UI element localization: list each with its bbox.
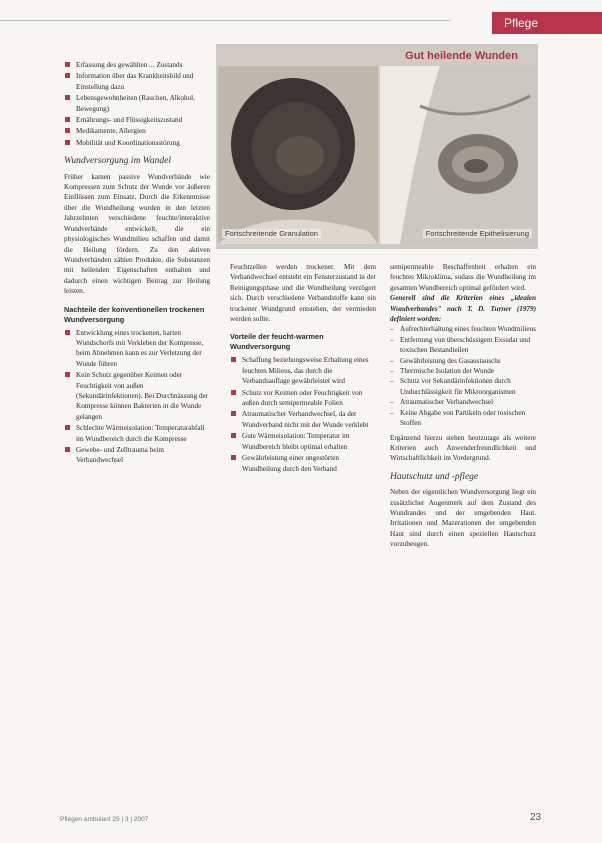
section-tab xyxy=(492,12,602,34)
bullet-list-vorteile xyxy=(230,355,376,473)
bullet-square-icon xyxy=(65,372,70,377)
wound-photo-figure xyxy=(216,44,538,249)
column-2 xyxy=(230,262,376,475)
dash-icon: – xyxy=(390,335,394,344)
dash-icon: – xyxy=(390,408,394,417)
dash-icon: – xyxy=(390,367,394,376)
figure-caption-left: Fortschreitende Granulation xyxy=(222,229,321,238)
dash-icon: – xyxy=(390,325,394,334)
list-item: Medikamente, Allergien xyxy=(64,126,210,136)
list-item: Erfassung des gewählten ... Zustands xyxy=(64,60,210,70)
bullet-square-icon xyxy=(65,447,70,452)
list-item: Schaffung beziehungsweise Erhaltung eines feuchten Milieus, das durch die Verbandsauflage gewährleistet wird xyxy=(230,355,376,386)
bullet-list-top xyxy=(64,60,210,148)
bullet-square-icon xyxy=(231,455,236,460)
subhead-vorteile: Vorteile der feucht-warmen Wundversorgung xyxy=(230,332,324,352)
list-item: Entwicklung eines trockenen, harten Wundschorfs mit Verkleben der Kompresse, beim Abnehmen kann es zur Verletzung der Wunde führen xyxy=(64,328,210,370)
bullet-square-icon xyxy=(65,73,70,78)
list-item: Atraumatischer Verbandwechsel, da der Wundverband nicht mit der Wunde verklebt xyxy=(230,409,376,430)
list-item: – Keine Abgabe von Partikeln oder toxischen Stoffen xyxy=(390,408,526,428)
criteria-title: Generell sind die Kriterien eines „idealen Wundverbandes" nach T. D. Turner (1979) definiert worden: xyxy=(390,294,536,324)
list-item: Lebensgewohnheiten (Rauchen, Alkohol, Bewegung) xyxy=(64,93,210,114)
list-item: – Gewährleistung des Gasaustauschs xyxy=(390,356,501,365)
bullet-list-bottom xyxy=(64,328,210,466)
header-rule xyxy=(0,20,450,21)
bullet-square-icon xyxy=(231,390,236,395)
intro-paragraph: Früher kamen passive Wundverbände wie Kompressen zum Schutz der Wunde vor äußeren Einflüssen zum Einsatz. Durch die Erkenntnisse über die Wundheilung wurden in den letzten Jahrzehnten verschiedene feuchte/interaktive Wundverbände entwickelt, die ein physiologisches Wundmilieu schaffen und damit die Heilung fördern. Zu den aktiven Wundverbänden zählen Produkte, die Substanzen mit heilenden Eigenschaften enthalten und dadurch einen wichtigen Beitrag zur Heilung leisten. xyxy=(64,172,210,296)
bullet-square-icon xyxy=(231,357,236,362)
section-title-hautschutz: Hautschutz und -pflege xyxy=(390,471,479,482)
figure-caption-right: Fortschreitende Epithelisierung xyxy=(423,229,532,238)
list-item: Schlechte Wärmeisolation: Temperaturabfall im Wundbereich durch die Kompresse xyxy=(64,423,210,444)
page-number: 23 xyxy=(530,812,542,823)
list-item: Gute Wärmeisolation: Temperatur im Wundbereich bleibt optimal erhalten xyxy=(230,431,376,452)
bullet-square-icon xyxy=(65,330,70,335)
list-item: – Atraumatischer Verbandwechsel xyxy=(390,398,494,407)
list-item: Gewebe- und Zelltrauma beim Verbandwechsel xyxy=(64,445,210,466)
bullet-square-icon xyxy=(231,433,236,438)
addition-paragraph: Ergänzend hierzu stehen heutzutage als weitere Kriterien auch Anwenderfreundlichkeit und Wirtschaftlichkeit im Vordergrund. xyxy=(390,433,536,463)
list-item: – Aufrechterhaltung eines feuchten Wundmilieus xyxy=(390,325,536,334)
figure-title: Gut heilende Wunden xyxy=(405,50,518,62)
column-3 xyxy=(390,262,536,550)
wound-granulation-image xyxy=(218,66,378,244)
dash-icon: – xyxy=(390,356,394,365)
bullet-square-icon xyxy=(65,62,70,67)
list-item: Mobilität und Koordinationsstörung xyxy=(64,138,210,148)
list-item: – Entfernung von überschüssigem Exsudat und toxischen Bestandteilen xyxy=(390,335,531,355)
dash-icon: – xyxy=(390,398,394,407)
col2-intro-paragraph: Feuchtzellen werden trockener. Mit dem Verbandwechsel entsteht ein Fensterzustand in der Reinigungsphase und die Wundheilung verzögert sich. Durch verschiedene Verbandstoffe kann ein trockener Wundgrund entstehen, der vermieden werden sollte. xyxy=(230,263,376,324)
bullet-square-icon xyxy=(65,128,70,133)
bullet-square-icon xyxy=(65,95,70,100)
section-label: Pflege xyxy=(504,16,539,30)
subhead-nachteile: Nachteile der konventionellen trockenen Wundversorgung xyxy=(64,304,205,324)
criteria-list xyxy=(390,324,536,428)
bullet-square-icon xyxy=(231,411,236,416)
wound-epithelisation-image xyxy=(380,66,536,244)
col3-intro-paragraph: semipermeable Beschaffenheit erhalten ein feuchtes Mikroklima, sodass die Wundheilung im gesamten Wundbereich optimal gefördert wird. xyxy=(390,263,536,292)
hautschutz-paragraph: Neben der eigentlichen Wundversorgung liegt ein zusätzlicher Augenmerk auf dem Zustand des Wundrandes und der umgebenden Haut. Irritationen und Mazerationen der umgebenden Haut sind durch einen speziellen Hautschutz vorzubeugen. xyxy=(390,488,536,549)
list-item: Gewährleistung einer ungestörten Wundheilung durch den Verband xyxy=(230,453,376,474)
list-item: Kein Schutz gegenüber Keimen oder Feuchtigkeit von außen (Sekundärinfektionen). Bei Durchnässung der Kompresse können Bakterien in die Wunde gelangen xyxy=(64,370,210,422)
list-item: Schutz vor Keimen oder Feuchtigkeit von außen durch semipermeable Folien xyxy=(230,388,376,409)
bullet-square-icon xyxy=(65,140,70,145)
list-item: Ernährungs- und Flüssigkeitszustand xyxy=(64,115,210,125)
list-item: – Schutz vor Sekundärinfektionen durch Undurchlässigkeit für Mikroorganismen xyxy=(390,377,516,396)
granulation-photo xyxy=(218,66,378,244)
bullet-square-icon xyxy=(65,425,70,430)
column-1 xyxy=(64,60,210,467)
section-title-wundversorgung: Wundversorgung im Wandel xyxy=(64,156,171,167)
journal-footer: Pflegen ambulant 25 | 3 | 2007 xyxy=(60,816,149,823)
bullet-square-icon xyxy=(65,117,70,122)
dash-icon: – xyxy=(390,377,394,386)
epithelisierung-photo xyxy=(380,66,536,244)
list-item: Information über das Krankheitsbild und Einstellung dazu xyxy=(64,71,210,92)
list-item: – Thermische Isolation der Wunde xyxy=(390,367,494,376)
